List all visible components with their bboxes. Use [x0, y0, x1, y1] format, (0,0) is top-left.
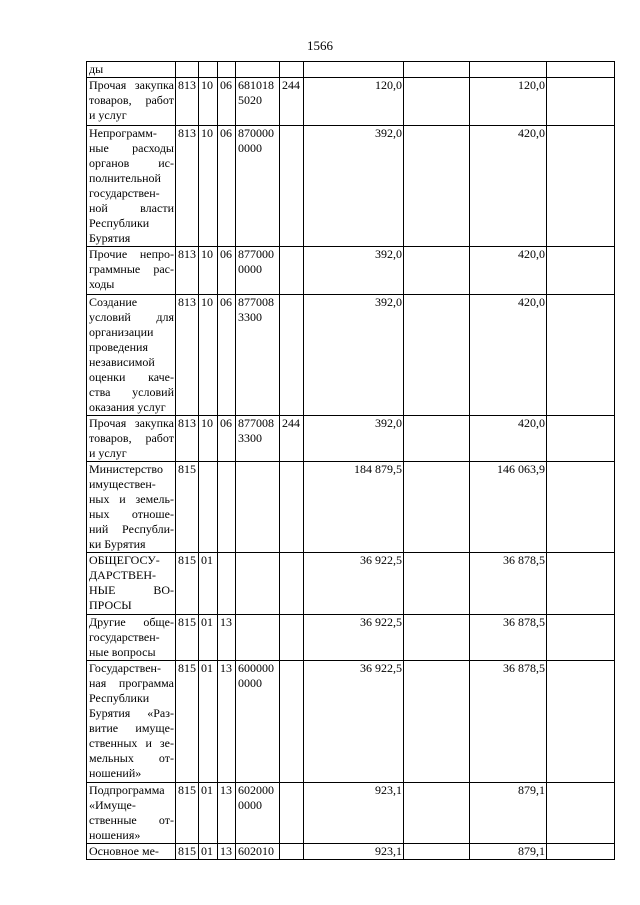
amount-cell	[547, 553, 615, 615]
target-article-cell	[236, 615, 280, 661]
amount-cell: 392,0	[304, 126, 404, 247]
table-row	[87, 295, 615, 416]
table-row	[87, 126, 615, 247]
expense-type-cell: 244	[280, 78, 304, 126]
row-name-line: Бурятия	[89, 231, 131, 245]
ministry-code-cell: 815	[176, 661, 199, 783]
row-name-cell	[87, 416, 176, 462]
table-body	[87, 62, 615, 860]
expense-type-cell	[280, 126, 304, 247]
row-name-line: ний Республи-	[89, 522, 174, 536]
row-name-line: условий для	[89, 310, 174, 324]
row-name-line: Подпрограмма	[89, 783, 165, 797]
amount-cell	[547, 844, 615, 860]
ministry-code-cell: 815	[176, 615, 199, 661]
section-code-cell: 01	[199, 615, 218, 661]
amount-cell: 879,1	[470, 783, 547, 844]
section-code-cell: 10	[199, 416, 218, 462]
row-name-line: организации	[89, 325, 154, 339]
amount-cell: 420,0	[470, 416, 547, 462]
subsection-code-cell: 06	[218, 126, 236, 247]
table-row	[87, 416, 615, 462]
subsection-code-cell: 06	[218, 416, 236, 462]
amount-cell	[547, 615, 615, 661]
amount-cell	[404, 295, 470, 416]
amount-cell: 36 878,5	[470, 661, 547, 783]
ministry-code-cell: 813	[176, 295, 199, 416]
amount-cell	[404, 416, 470, 462]
table-row	[87, 783, 615, 844]
amount-cell	[547, 295, 615, 416]
row-name-line: органов ис-	[89, 156, 174, 170]
target-article-cell: 877008 3300	[236, 416, 280, 462]
row-name-line: независимой	[89, 355, 155, 369]
section-code-cell: 10	[199, 78, 218, 126]
section-code-cell: 01	[199, 553, 218, 615]
target-article-cell: 602010	[236, 844, 280, 860]
expense-type-cell	[280, 615, 304, 661]
subsection-code-cell	[218, 62, 236, 78]
amount-cell: 420,0	[470, 247, 547, 295]
target-article-cell: 877008 3300	[236, 295, 280, 416]
amount-cell	[404, 247, 470, 295]
subsection-code-cell: 13	[218, 615, 236, 661]
row-name-line: Другие обще-	[89, 615, 174, 629]
row-name-line: Основное ме-	[89, 844, 159, 858]
row-name-line: Государствен-	[89, 661, 161, 675]
ministry-code-cell: 813	[176, 78, 199, 126]
section-code-cell	[199, 62, 218, 78]
target-article-cell: 681018 5020	[236, 78, 280, 126]
amount-cell	[547, 62, 615, 78]
row-name-line: ные расходы	[89, 141, 174, 155]
amount-cell: 392,0	[304, 295, 404, 416]
row-name-line: и услуг	[89, 446, 127, 460]
row-name-cell	[87, 62, 176, 78]
amount-cell	[547, 416, 615, 462]
row-name-line: мельных от-	[89, 751, 174, 765]
subsection-code-cell: 13	[218, 844, 236, 860]
row-name-line: ки Бурятия	[89, 537, 146, 551]
row-name-line: ные вопросы	[89, 645, 156, 659]
row-name-line: оказания услуг	[89, 400, 166, 414]
expense-type-cell	[280, 844, 304, 860]
row-name-line: товаров, работ	[89, 93, 174, 107]
amount-cell	[404, 78, 470, 126]
subsection-code-cell: 06	[218, 295, 236, 416]
amount-cell	[304, 62, 404, 78]
amount-cell	[470, 62, 547, 78]
table-row	[87, 462, 615, 553]
row-name-line: Министерство	[89, 462, 163, 476]
expense-type-cell	[280, 462, 304, 553]
ministry-code-cell	[176, 62, 199, 78]
amount-cell: 420,0	[470, 295, 547, 416]
row-name-line: витие имуще-	[89, 721, 174, 735]
row-name-line: ношений»	[89, 766, 142, 780]
ministry-code-cell: 813	[176, 247, 199, 295]
amount-cell	[547, 783, 615, 844]
ministry-code-cell: 815	[176, 553, 199, 615]
budget-table	[86, 61, 615, 860]
amount-cell	[404, 844, 470, 860]
ministry-code-cell: 815	[176, 783, 199, 844]
row-name-line: ственных и зе-	[89, 736, 174, 750]
row-name-line: граммные рас-	[89, 262, 174, 276]
row-name-line: государствен-	[89, 186, 160, 200]
section-code-cell: 10	[199, 247, 218, 295]
table-row	[87, 844, 615, 860]
target-article-cell	[236, 62, 280, 78]
row-name-line: ства условий	[89, 385, 174, 399]
subsection-code-cell: 13	[218, 783, 236, 844]
row-name-line: Республики	[89, 691, 150, 705]
amount-cell: 879,1	[470, 844, 547, 860]
row-name-cell	[87, 78, 176, 126]
row-name-line: Бурятия «Раз-	[89, 706, 174, 720]
row-name-line: ная программа	[89, 676, 174, 690]
table-row	[87, 78, 615, 126]
table-row	[87, 247, 615, 295]
page-number: 1566	[307, 38, 333, 53]
amount-cell	[547, 462, 615, 553]
row-name-line: ДАРСТВЕН-	[89, 568, 157, 582]
target-article-cell	[236, 553, 280, 615]
section-code-cell	[199, 462, 218, 553]
amount-cell	[547, 78, 615, 126]
amount-cell: 392,0	[304, 416, 404, 462]
amount-cell	[404, 126, 470, 247]
amount-cell: 392,0	[304, 247, 404, 295]
row-name-line: Создание	[89, 295, 138, 309]
amount-cell	[404, 661, 470, 783]
row-name-line: НЫЕ ВО-	[89, 583, 174, 597]
expense-type-cell	[280, 247, 304, 295]
ministry-code-cell: 815	[176, 844, 199, 860]
section-code-cell: 01	[199, 844, 218, 860]
amount-cell	[404, 783, 470, 844]
row-name-line: и услуг	[89, 108, 127, 122]
row-name-line: ходы	[89, 277, 115, 291]
row-name-line: Прочие непро-	[89, 247, 174, 261]
expense-type-cell: 244	[280, 416, 304, 462]
ministry-code-cell: 813	[176, 416, 199, 462]
amount-cell	[404, 62, 470, 78]
amount-cell: 923,1	[304, 783, 404, 844]
amount-cell: 36 922,5	[304, 615, 404, 661]
row-name-cell	[87, 553, 176, 615]
row-name-line: ды	[89, 62, 104, 76]
ministry-code-cell: 813	[176, 126, 199, 247]
table-row	[87, 62, 615, 78]
amount-cell: 146 063,9	[470, 462, 547, 553]
subsection-code-cell: 06	[218, 78, 236, 126]
row-name-line: Непрограмм-	[89, 126, 157, 140]
amount-cell	[547, 126, 615, 247]
section-code-cell: 01	[199, 783, 218, 844]
table-row	[87, 553, 615, 615]
row-name-line: государствен-	[89, 630, 160, 644]
row-name-line: «Имуще-	[89, 798, 136, 812]
amount-cell: 120,0	[304, 78, 404, 126]
row-name-line: ных отноше-	[89, 507, 174, 521]
target-article-cell	[236, 462, 280, 553]
amount-cell: 36 922,5	[304, 553, 404, 615]
row-name-line: проведения	[89, 340, 148, 354]
row-name-line: ПРОСЫ	[89, 598, 132, 612]
row-name-cell	[87, 126, 176, 247]
target-article-cell: 870000 0000	[236, 126, 280, 247]
amount-cell	[547, 247, 615, 295]
target-article-cell: 602000 0000	[236, 783, 280, 844]
row-name-cell	[87, 295, 176, 416]
row-name-line: Республики	[89, 216, 150, 230]
row-name-line: оценки каче-	[89, 370, 174, 384]
amount-cell: 36 922,5	[304, 661, 404, 783]
row-name-cell	[87, 462, 176, 553]
row-name-line: имуществен-	[89, 477, 156, 491]
row-name-line: ственные от-	[89, 813, 174, 827]
amount-cell: 923,1	[304, 844, 404, 860]
row-name-line: Прочая закупка	[89, 78, 174, 92]
section-code-cell: 01	[199, 661, 218, 783]
expense-type-cell	[280, 783, 304, 844]
amount-cell	[404, 615, 470, 661]
section-code-cell: 10	[199, 295, 218, 416]
row-name-cell	[87, 247, 176, 295]
amount-cell: 120,0	[470, 78, 547, 126]
amount-cell	[404, 462, 470, 553]
ministry-code-cell: 815	[176, 462, 199, 553]
row-name-line: Прочая закупка	[89, 416, 174, 430]
subsection-code-cell	[218, 553, 236, 615]
subsection-code-cell	[218, 462, 236, 553]
row-name-cell	[87, 615, 176, 661]
expense-type-cell	[280, 295, 304, 416]
row-name-line: товаров, работ	[89, 431, 174, 445]
row-name-cell	[87, 844, 176, 860]
target-article-cell: 600000 0000	[236, 661, 280, 783]
row-name-line: ношения»	[89, 828, 141, 842]
amount-cell: 36 878,5	[470, 553, 547, 615]
amount-cell	[547, 661, 615, 783]
amount-cell	[404, 553, 470, 615]
amount-cell: 184 879,5	[304, 462, 404, 553]
row-name-line: ных и земель-	[89, 492, 174, 506]
row-name-cell	[87, 661, 176, 783]
expense-type-cell	[280, 62, 304, 78]
expense-type-cell	[280, 553, 304, 615]
row-name-line: полнительной	[89, 171, 161, 185]
expense-type-cell	[280, 661, 304, 783]
row-name-cell	[87, 783, 176, 844]
amount-cell: 36 878,5	[470, 615, 547, 661]
table-row	[87, 661, 615, 783]
amount-cell: 420,0	[470, 126, 547, 247]
section-code-cell: 10	[199, 126, 218, 247]
row-name-line: ной власти	[89, 201, 174, 215]
subsection-code-cell: 06	[218, 247, 236, 295]
target-article-cell: 877000 0000	[236, 247, 280, 295]
row-name-line: ОБЩЕГОСУ-	[89, 553, 160, 567]
table-row	[87, 615, 615, 661]
subsection-code-cell: 13	[218, 661, 236, 783]
